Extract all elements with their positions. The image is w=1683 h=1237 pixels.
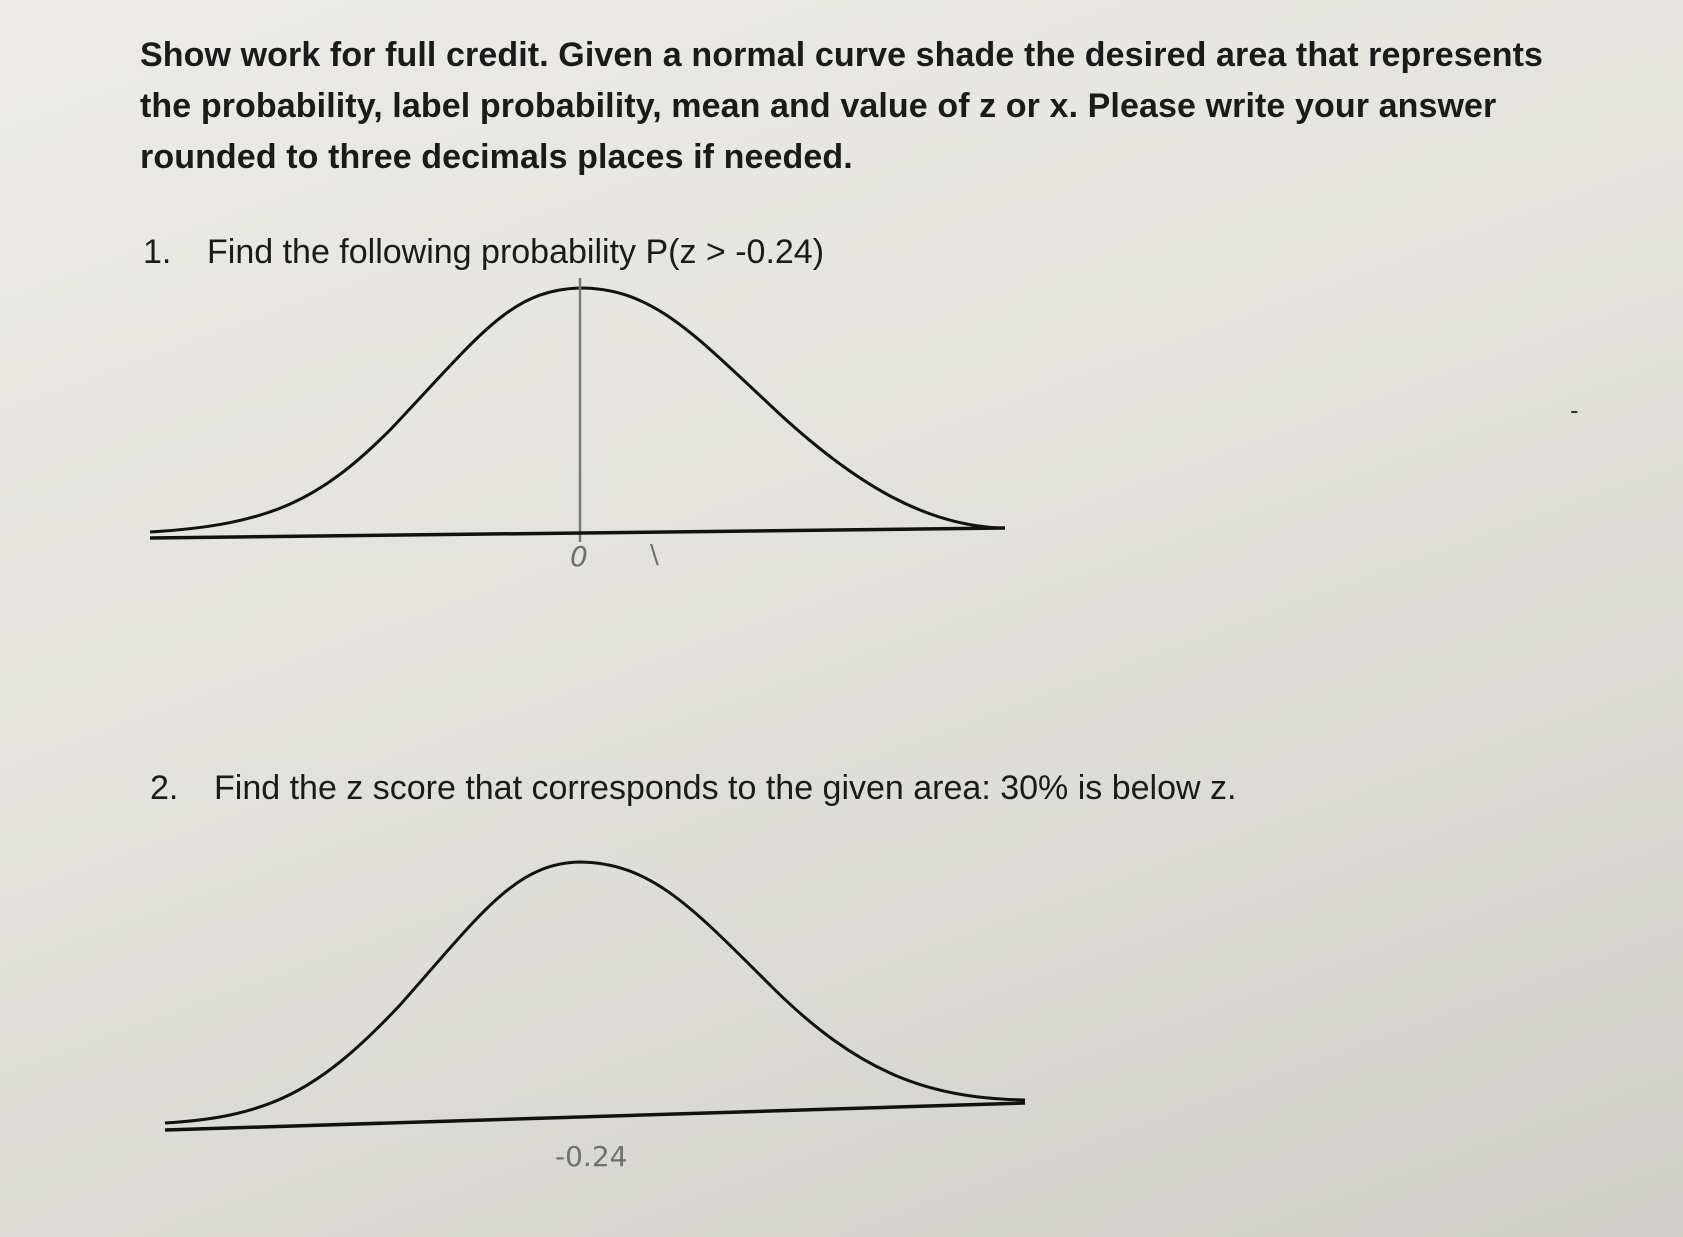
- normal-curve-1: [150, 270, 1010, 580]
- horizontal-axis-1: [150, 528, 1005, 538]
- instructions-text: Show work for full credit. Given a normal curve shade the desired area that represents the probability, label probability, mean and value of z or x. Please write your answer rounded to three decimals places if needed.: [140, 36, 1544, 176]
- tick-mark-handwritten: \: [650, 540, 659, 570]
- question-2-number: 2.: [150, 769, 179, 807]
- question-2-text: Find the z score that corresponds to the given area: 30% is below z.: [214, 769, 1237, 807]
- question-1-number: 1.: [143, 233, 172, 271]
- normal-curve-2: [160, 855, 1040, 1155]
- question-2: [150, 768, 1236, 808]
- bell-curve-1: [150, 288, 1000, 532]
- question-1: [143, 232, 824, 272]
- z-value-label-handwritten: -0.24: [555, 1140, 628, 1173]
- question-1-text: Find the following probability P(z > -0.24): [207, 233, 825, 271]
- bell-curve-2: [165, 862, 1025, 1123]
- horizontal-axis-2: [165, 1103, 1025, 1130]
- mean-label-handwritten: 0: [570, 540, 588, 573]
- margin-mark: -: [1570, 395, 1579, 425]
